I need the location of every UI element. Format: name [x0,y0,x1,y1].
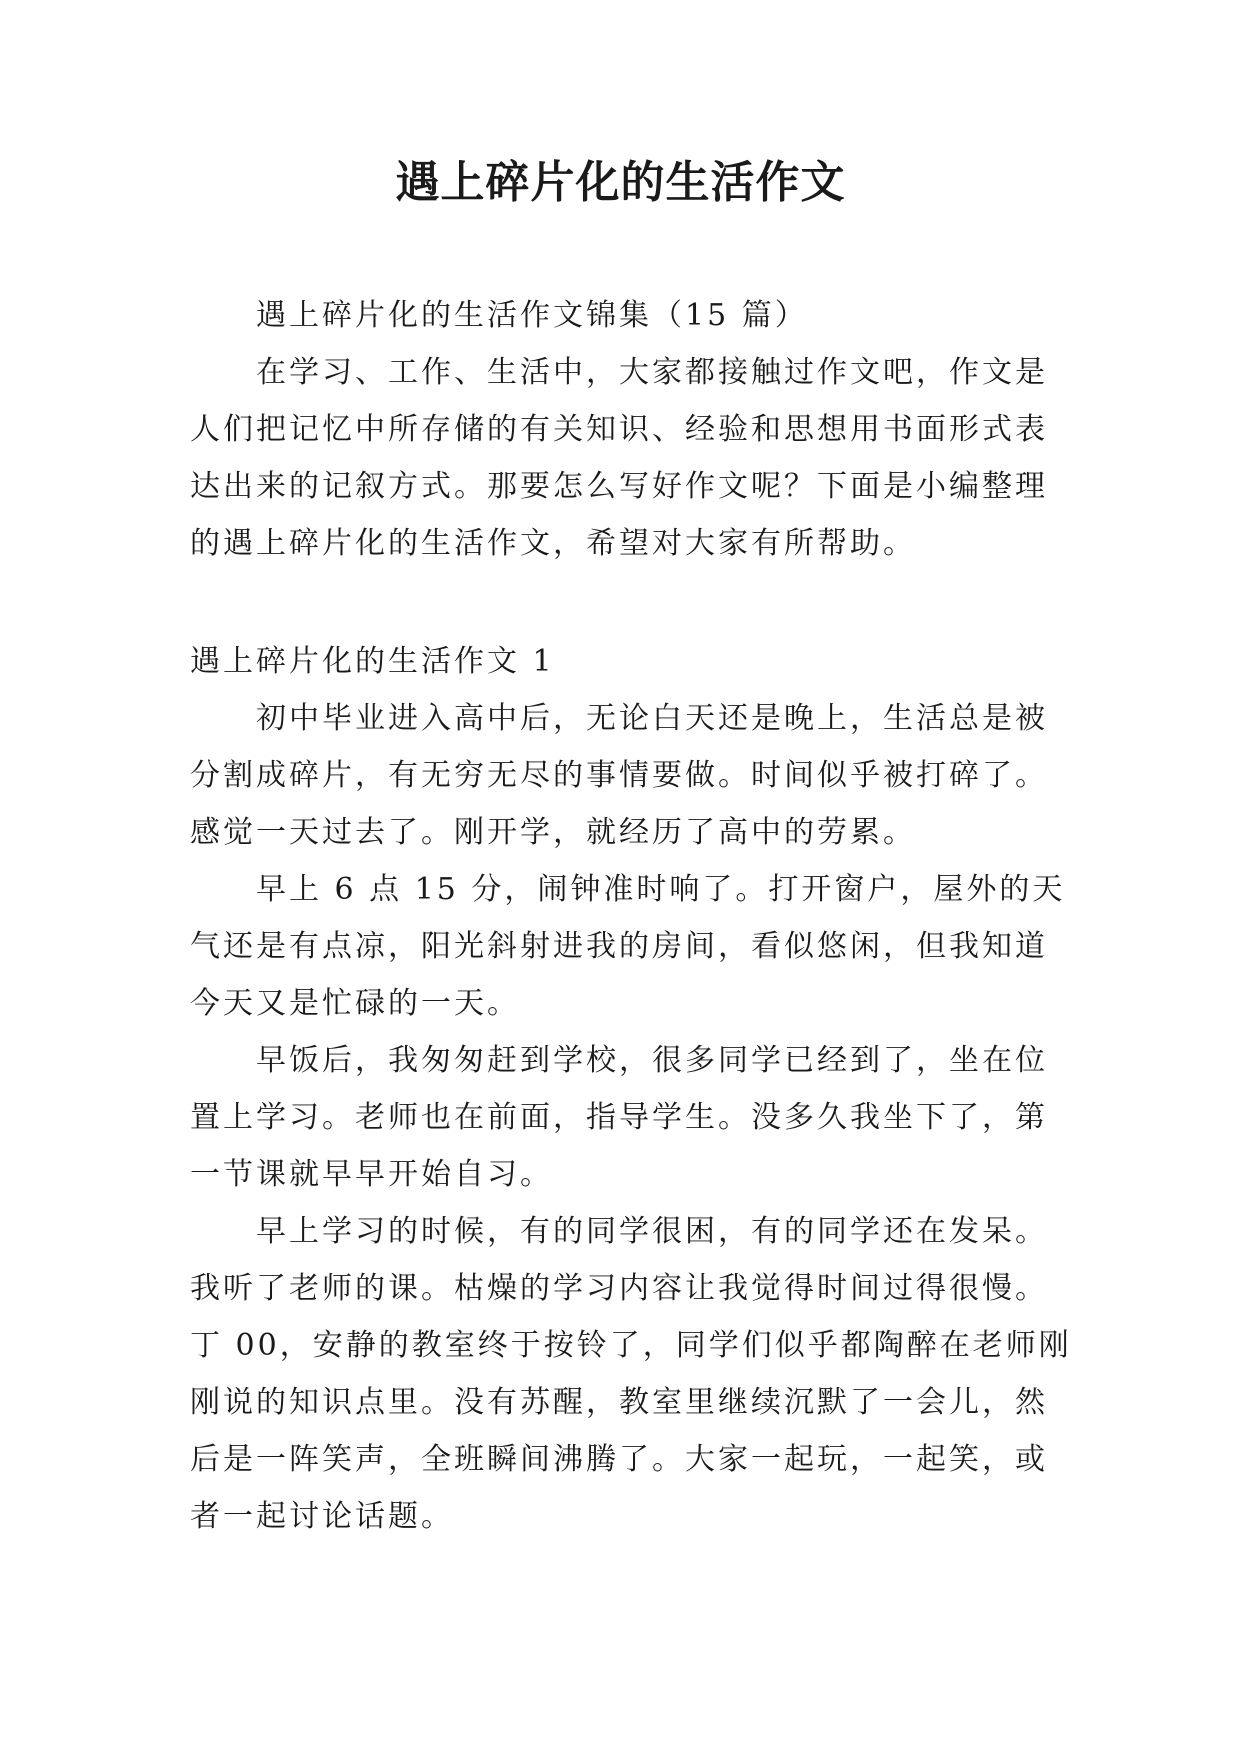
paragraph-line: 早饭后，我匆匆赶到学校，很多同学已经到了，坐在位 [256,1043,1048,1078]
paragraph-line: 一节课就早早开始自习。 [190,1157,553,1192]
paragraph-line: 气还是有点凉，阳光斜射进我的房间，看似悠闲，但我知道 [190,929,1048,964]
paragraph-line: 今天又是忙碌的一天。 [190,986,520,1021]
paragraph-line: 我听了老师的课。枯燥的学习内容让我觉得时间过得很慢。 [190,1271,1048,1306]
paragraph-line: 初中毕业进入高中后，无论白天还是晚上，生活总是被 [256,701,1048,736]
paragraph-line: 后是一阵笑声，全班瞬间沸腾了。大家一起玩，一起笑，或 [190,1442,1048,1477]
intro-line: 达出来的记叙方式。那要怎么写好作文呢？下面是小编整理 [190,469,1048,504]
page-title: 遇上碎片化的生活作文 [395,157,846,208]
paragraph-line: 丁 00，安静的教室终于按铃了，同学们似乎都陶醉在老师刚 [190,1328,1072,1363]
intro-line: 的遇上碎片化的生活作文，希望对大家有所帮助。 [190,526,916,561]
paragraph-line: 早上学习的时候，有的同学很困，有的同学还在发呆。 [256,1214,1048,1249]
paragraph-line: 感觉一天过去了。刚开学，就经历了高中的劳累。 [190,815,916,850]
intro-line: 在学习、工作、生活中，大家都接触过作文吧，作文是 [256,355,1048,390]
paragraph-line: 早上 6 点 15 分，闹钟准时响了。打开窗户，屋外的天 [256,872,1066,907]
intro-line: 人们把记忆中所存储的有关知识、经验和思想用书面形式表 [190,412,1048,447]
paragraph-line: 分割成碎片，有无穷无尽的事情要做。时间似乎被打碎了。 [190,758,1048,793]
paragraph-line: 置上学习。老师也在前面，指导学生。没多久我坐下了，第 [190,1100,1048,1135]
paragraph-line: 刚说的知识点里。没有苏醒，教室里继续沉默了一会儿，然 [190,1385,1048,1420]
collection-line: 遇上碎片化的生活作文锦集（15 篇） [256,298,808,333]
section-heading: 遇上碎片化的生活作文 1 [190,644,555,679]
paragraph-line: 者一起讨论话题。 [190,1499,454,1534]
